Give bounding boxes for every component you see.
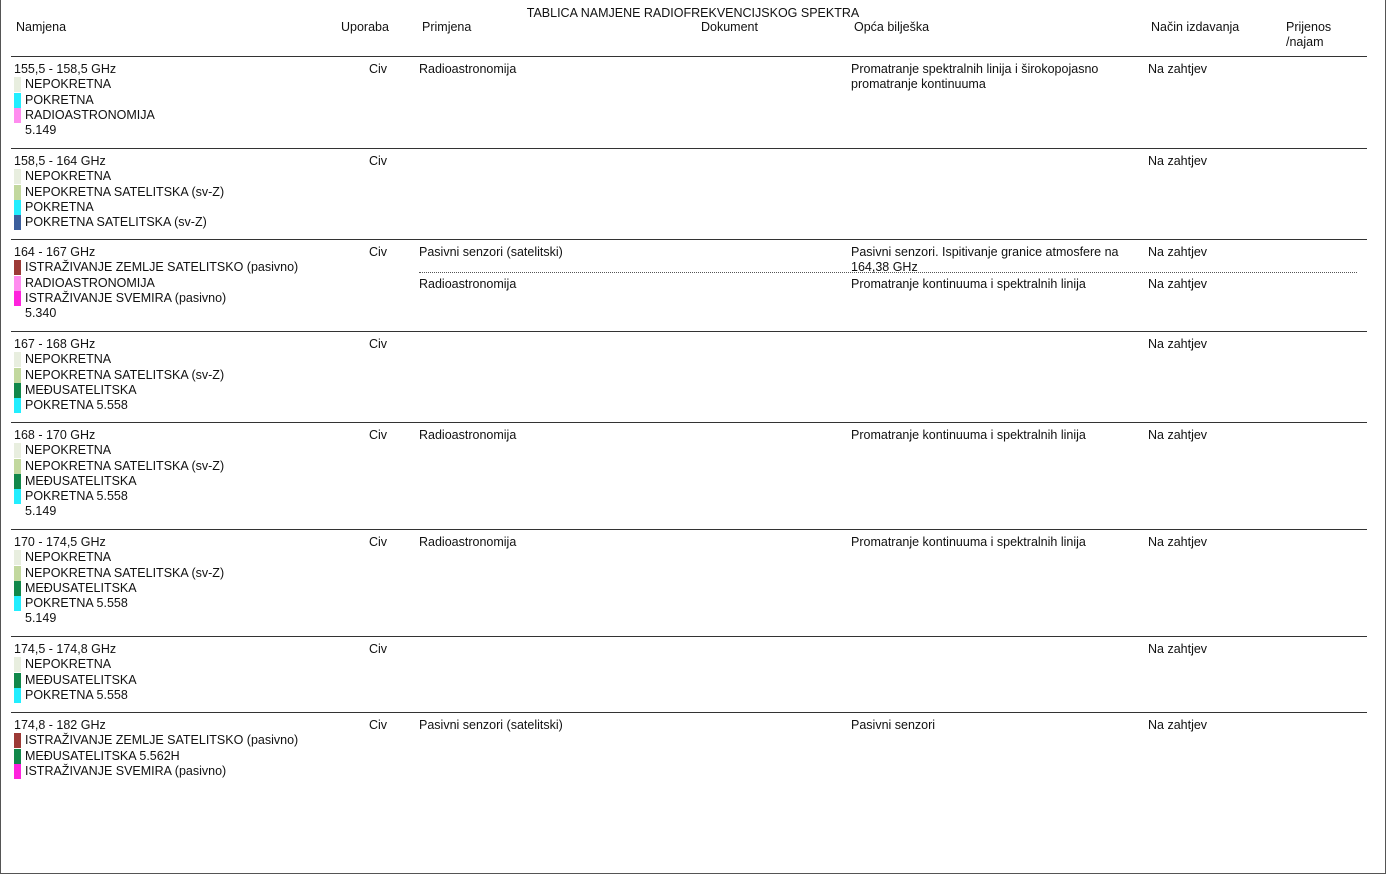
service-color-swatch — [14, 566, 21, 581]
service-color-swatch — [14, 77, 21, 92]
nacin-izdavanja-cell: Na zahtjev — [1148, 718, 1208, 732]
nacin-izdavanja-cell: Na zahtjev — [1148, 642, 1208, 656]
service-item — [14, 550, 224, 565]
service-item — [14, 443, 224, 458]
band-range: 167 - 168 GHz — [14, 337, 96, 351]
service-item — [14, 489, 224, 504]
service-item — [14, 566, 224, 581]
service-item — [14, 398, 224, 413]
service-color-swatch — [14, 200, 21, 215]
primjena-cell: Radioastronomija — [419, 428, 517, 442]
service-color-swatch — [14, 673, 21, 688]
primjena-cell: Radioastronomija — [419, 276, 517, 291]
service-item — [14, 260, 298, 275]
header-namjena: Namjena — [16, 20, 67, 34]
row-divider — [11, 422, 1367, 423]
row-divider — [11, 56, 1367, 57]
service-color-swatch — [14, 383, 21, 398]
service-item — [14, 581, 224, 596]
service-label: POKRETNA 5.558 — [25, 489, 128, 504]
service-color-swatch — [14, 368, 21, 383]
service-label: MEĐUSATELITSKA — [25, 672, 137, 687]
band-range: 170 - 174,5 GHz — [14, 535, 106, 549]
opca-line2: 164,38 GHz — [851, 260, 918, 275]
service-item — [14, 749, 298, 764]
service-item — [14, 93, 155, 108]
service-item — [14, 673, 137, 688]
uporaba-cell: Civ — [369, 428, 388, 442]
service-label: MEĐUSATELITSKA 5.562H — [25, 748, 180, 763]
header-nacin-izdavanja: Način izdavanja — [1151, 20, 1240, 34]
band-range: 174,5 - 174,8 GHz — [14, 642, 117, 656]
primjena-cell: Radioastronomija — [419, 535, 517, 549]
uporaba-cell: Civ — [369, 718, 388, 732]
service-item — [14, 77, 155, 92]
entry-divider — [419, 272, 1357, 273]
band-range: 155,5 - 158,5 GHz — [14, 62, 117, 76]
opca-line1: Promatranje kontinuuma i spektralnih linija — [851, 276, 1086, 291]
service-color-swatch — [14, 108, 21, 123]
service-item — [14, 459, 224, 474]
service-label: ISTRAŽIVANJE ZEMLJE SATELITSKO (pasivno) — [25, 733, 299, 748]
service-label: NEPOKRETNA SATELITSKA (sv-Z) — [25, 367, 225, 382]
service-label: NEPOKRETNA SATELITSKA (sv-Z) — [25, 458, 225, 473]
service-label: NEPOKRETNA — [25, 443, 112, 458]
service-label: ISTRAŽIVANJE SVEMIRA (pasivno) — [25, 763, 227, 778]
service-color-swatch — [14, 260, 21, 275]
header-primjena: Primjena — [422, 20, 472, 34]
nacin-izdavanja-cell: Na zahtjev — [1148, 245, 1208, 259]
service-color-swatch — [14, 291, 21, 306]
uporaba-cell: Civ — [369, 245, 388, 259]
service-color-swatch — [14, 764, 21, 779]
service-label: NEPOKRETNA — [25, 169, 112, 184]
service-item — [14, 657, 137, 672]
opca-line1: Promatranje kontinuuma i spektralnih linija — [851, 428, 1086, 442]
service-item — [14, 733, 298, 748]
service-color-swatch — [14, 474, 21, 489]
nacin-izdavanja-cell: Na zahtjev — [1148, 535, 1208, 549]
nacin-izdavanja-cell: Na zahtjev — [1148, 276, 1208, 291]
band-range: 174,8 - 182 GHz — [14, 718, 106, 732]
service-color-swatch — [14, 489, 21, 504]
primjena-cell: Pasivni senzori (satelitski) — [419, 245, 563, 259]
service-label: POKRETNA 5.558 — [25, 398, 128, 413]
service-color-swatch — [14, 276, 21, 291]
service-color-swatch — [14, 688, 21, 703]
nacin-izdavanja-cell: Na zahtjev — [1148, 428, 1208, 442]
opca-line1: Promatranje kontinuuma i spektralnih linija — [851, 535, 1086, 549]
service-label: MEĐUSATELITSKA — [25, 382, 137, 397]
service-color-swatch — [14, 581, 21, 596]
service-label: POKRETNA SATELITSKA (sv-Z) — [25, 215, 207, 230]
service-color-swatch — [14, 93, 21, 108]
namjena-cell — [14, 642, 137, 703]
opca-biljeska-cell — [851, 718, 1146, 733]
service-color-swatch — [14, 596, 21, 611]
namjena-cell — [14, 535, 224, 627]
header-dokument: Dokument — [701, 20, 758, 34]
opca-biljeska-cell — [851, 62, 1146, 93]
service-color-swatch — [14, 459, 21, 474]
service-label: ISTRAŽIVANJE SVEMIRA (pasivno) — [25, 290, 227, 305]
service-color-swatch — [14, 443, 21, 458]
row-divider — [11, 636, 1367, 637]
band-range: 158,5 - 164 GHz — [14, 154, 106, 168]
nacin-izdavanja-cell: Na zahtjev — [1148, 337, 1208, 351]
service-item — [14, 108, 155, 123]
band-range: 164 - 167 GHz — [14, 245, 96, 259]
row-divider — [11, 331, 1367, 332]
service-item — [14, 688, 137, 703]
service-label: RADIOASTRONOMIJA — [25, 275, 155, 290]
service-label: MEĐUSATELITSKA — [25, 580, 137, 595]
service-color-swatch — [14, 550, 21, 565]
service-item — [14, 169, 224, 184]
uporaba-cell: Civ — [369, 154, 388, 168]
service-color-swatch — [14, 733, 21, 748]
service-item — [14, 215, 224, 230]
service-label: NEPOKRETNA — [25, 550, 112, 565]
service-label: NEPOKRETNA — [25, 352, 112, 367]
footnote-ref: 5.149 — [25, 123, 57, 138]
service-item — [14, 185, 224, 200]
service-color-swatch — [14, 169, 21, 184]
service-item — [14, 596, 224, 611]
footnote-ref: 5.149 — [25, 611, 57, 626]
nacin-izdavanja-cell: Na zahtjev — [1148, 154, 1208, 168]
service-label: POKRETNA — [25, 92, 94, 107]
row-divider — [11, 148, 1367, 149]
opca-biljeska-cell — [851, 428, 1146, 443]
service-label: MEĐUSATELITSKA — [25, 473, 137, 488]
service-color-swatch — [14, 398, 21, 413]
opca-biljeska-cell — [851, 277, 1146, 292]
uporaba-cell: Civ — [369, 62, 388, 76]
service-label: NEPOKRETNA — [25, 77, 112, 92]
service-label: POKRETNA 5.558 — [25, 687, 128, 702]
service-item — [14, 352, 224, 367]
service-label: POKRETNA 5.558 — [25, 596, 128, 611]
table-title: TABLICA NAMJENE RADIOFREKVENCIJSKOG SPEKTRA — [526, 6, 860, 20]
service-label: POKRETNA — [25, 199, 94, 214]
header-prijenos — [1286, 20, 1331, 50]
namjena-cell — [14, 428, 224, 520]
row-divider — [11, 239, 1367, 240]
band-range: 168 - 170 GHz — [14, 428, 96, 442]
uporaba-cell: Civ — [369, 337, 388, 351]
service-color-swatch — [14, 657, 21, 672]
namjena-cell — [14, 154, 224, 230]
service-label: RADIOASTRONOMIJA — [25, 107, 155, 122]
primjena-cell: Radioastronomija — [419, 62, 517, 76]
row-divider — [11, 529, 1367, 530]
service-label: NEPOKRETNA SATELITSKA (sv-Z) — [25, 184, 225, 199]
header-prijenos-line2: /najam — [1286, 35, 1324, 49]
header-uporaba: Uporaba — [341, 20, 389, 34]
footnote-ref: 5.149 — [25, 504, 57, 519]
service-item — [14, 368, 224, 383]
service-item — [14, 764, 298, 779]
service-color-swatch — [14, 215, 21, 230]
uporaba-cell: Civ — [369, 642, 388, 656]
service-label: NEPOKRETNA SATELITSKA (sv-Z) — [25, 565, 225, 580]
namjena-cell — [14, 718, 298, 779]
opca-line1: Promatranje spektralnih linija i širokopojasno — [851, 62, 1099, 76]
service-color-swatch — [14, 749, 21, 764]
header-opca-biljeska: Opća bilješka — [854, 20, 930, 34]
row-divider — [11, 712, 1367, 713]
opca-biljeska-cell — [851, 535, 1146, 550]
service-label: NEPOKRETNA — [25, 657, 112, 672]
namjena-cell — [14, 245, 298, 321]
service-label: ISTRAŽIVANJE ZEMLJE SATELITSKO (pasivno) — [25, 260, 299, 275]
service-color-swatch — [14, 352, 21, 367]
service-item — [14, 474, 224, 489]
namjena-cell — [14, 62, 155, 138]
opca-line1: Pasivni senzori — [851, 718, 936, 732]
service-item — [14, 200, 224, 215]
opca-line1: Pasivni senzori. Ispitivanje granice atmosfere na — [851, 245, 1119, 259]
opca-line2: promatranje kontinuuma — [851, 77, 986, 92]
header-prijenos-line1: Prijenos — [1286, 20, 1332, 34]
uporaba-cell: Civ — [369, 535, 388, 549]
service-item — [14, 291, 298, 306]
service-item — [14, 276, 298, 291]
nacin-izdavanja-cell: Na zahtjev — [1148, 62, 1208, 76]
service-item — [14, 383, 224, 398]
namjena-cell — [14, 337, 224, 413]
footnote-ref: 5.340 — [25, 306, 57, 321]
primjena-cell: Pasivni senzori (satelitski) — [419, 718, 563, 732]
service-color-swatch — [14, 185, 21, 200]
